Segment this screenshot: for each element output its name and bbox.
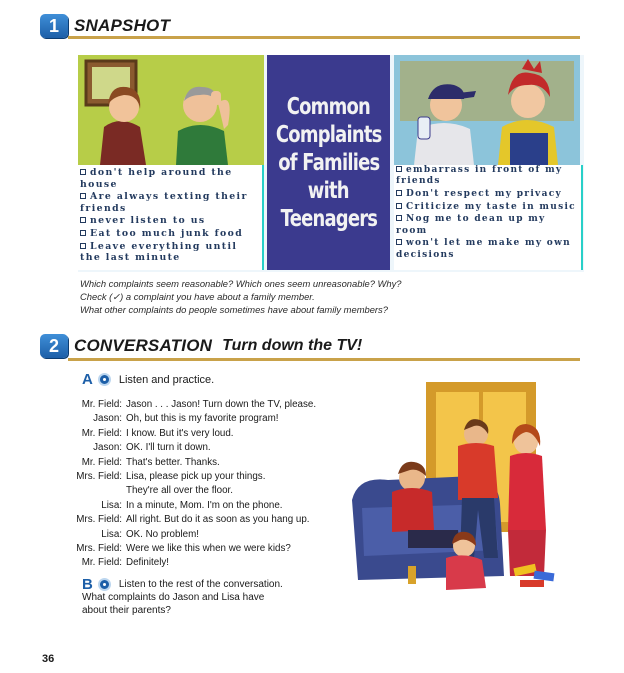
part-b-instruction: [82, 578, 342, 617]
complaint-item[interactable]: [80, 191, 258, 214]
part-letter: B: [82, 576, 93, 593]
checkbox-icon[interactable]: [396, 190, 402, 196]
parents-illustration: [78, 55, 264, 165]
speech: OK. No problem!: [126, 528, 199, 540]
speaker: Mrs. Field:: [76, 471, 122, 483]
speech: Were we like this when we were kids?: [126, 543, 291, 555]
section-divider: [68, 36, 580, 39]
section-number-badge: 1: [40, 14, 68, 38]
complaint-text: Criticize my taste in music: [406, 201, 576, 212]
panel-title-line: Teenagers: [280, 205, 377, 232]
speech: Jason . . . Jason! Turn down the TV, please.: [126, 399, 317, 410]
snapshot-panel: [78, 55, 584, 272]
complaint-text: never listen to us: [90, 215, 206, 227]
complaint-item[interactable]: [396, 238, 577, 261]
speech: Definitely!: [126, 557, 170, 569]
speaker: Mr. Field:: [81, 399, 122, 410]
checkbox-icon[interactable]: [80, 217, 86, 223]
complaint-text: Leave everything until the last minute: [80, 240, 238, 264]
snapshot-header: [40, 14, 170, 38]
question-line: Check (✓) a complaint you have about a family member.: [80, 291, 315, 302]
complaint-item[interactable]: [80, 215, 258, 227]
section-title: CONVERSATION: [74, 336, 213, 355]
dialogue-line: [60, 499, 360, 513]
speech: OK. I'll turn it down.: [126, 442, 211, 454]
speaker: Jason:: [93, 413, 122, 425]
section-number-badge: 2: [40, 334, 68, 358]
dialogue-line: [60, 513, 360, 527]
complaint-item[interactable]: [396, 202, 577, 213]
complaint-text: don't help around the house: [80, 167, 233, 190]
question-line: Which complaints seem reasonable? Which ones seem unreasonable? Why?: [80, 278, 402, 289]
panel-title-line: Complaints: [275, 121, 382, 148]
complaint-item[interactable]: [80, 167, 258, 190]
part-letter: A: [82, 371, 93, 388]
snapshot-questions: [80, 277, 540, 316]
speaker: Mr. Field:: [81, 557, 122, 569]
complaint-item[interactable]: [396, 165, 577, 188]
complaint-item[interactable]: [396, 214, 577, 237]
dialogue-line: [60, 484, 360, 498]
complaint-text: embarrass in front of my friends: [396, 165, 563, 187]
panel-title-line: Common: [286, 93, 371, 120]
instruction-text: Listen and practice.: [118, 373, 215, 386]
complaint-item[interactable]: [80, 241, 258, 264]
checkbox-icon[interactable]: [80, 230, 86, 236]
audio-cd-icon[interactable]: [98, 578, 111, 591]
complaint-text: Eat too much junk food: [90, 228, 244, 240]
speaker: Lisa:: [101, 499, 122, 511]
checkbox-icon[interactable]: [396, 203, 402, 209]
speech: They're all over the floor.: [126, 485, 233, 497]
speaker: Lisa:: [101, 528, 122, 540]
panel-title-line: with: [308, 177, 349, 204]
checkbox-icon[interactable]: [80, 243, 86, 249]
dialogue-line: [60, 456, 360, 470]
section-title: SNAPSHOT: [74, 16, 171, 35]
conversation-header: [40, 334, 362, 358]
speech: Lisa, please pick up your things.: [126, 471, 266, 483]
dialogue-line: [60, 427, 360, 441]
speaker: [60, 484, 126, 498]
family-tv-illustration: [348, 380, 578, 598]
speech: All right. But do it as soon as you hang up.: [126, 514, 310, 526]
complaint-text: won't let me make my own decisions: [396, 238, 571, 260]
question-line: What other complaints do people sometimes have about family members?: [80, 304, 388, 315]
part-a-instruction: [82, 371, 214, 388]
teenagers-illustration: [394, 55, 580, 165]
panel-title-line: of Families: [277, 149, 380, 176]
section-divider: [68, 358, 580, 361]
speaker: Mrs. Field:: [76, 514, 122, 526]
speech: Oh, but this is my favorite program!: [126, 413, 279, 425]
checkbox-icon[interactable]: [396, 215, 402, 221]
speech: I know. But it's very loud.: [126, 427, 234, 439]
audio-cd-icon[interactable]: [98, 373, 111, 386]
dialogue-line: [60, 542, 360, 556]
dialogue-line: [60, 412, 360, 426]
complaint-text: Are always texting their friends: [80, 191, 248, 214]
complaint-item[interactable]: [396, 189, 577, 200]
dialogue-line: [60, 528, 360, 542]
question-line: What complaints do Jason and Lisa have: [82, 592, 265, 603]
dialogue-line: [60, 398, 360, 412]
dialogue-line: [60, 556, 360, 570]
speaker: Jason:: [93, 442, 122, 454]
complaint-text: Nog me to dean up my room: [396, 214, 546, 236]
checkbox-icon[interactable]: [80, 193, 86, 199]
dialogue-line: [60, 441, 360, 455]
checkbox-icon[interactable]: [80, 169, 86, 175]
checkbox-icon[interactable]: [396, 166, 402, 172]
page-number: 36: [42, 653, 55, 665]
complaint-text: Don't respect my privacy: [406, 189, 563, 199]
speech: In a minute, Mom. I'm on the phone.: [126, 499, 283, 511]
question-line: about their parents?: [82, 605, 171, 616]
speech: That's better. Thanks.: [126, 456, 220, 468]
speaker: Mrs. Field:: [76, 543, 122, 555]
speaker: Mr. Field:: [81, 456, 122, 468]
parent-complaints-list: [78, 165, 264, 270]
dialogue: [60, 398, 360, 571]
teen-complaints-list: [394, 165, 583, 270]
checkbox-icon[interactable]: [396, 239, 402, 245]
complaint-item[interactable]: [80, 228, 258, 240]
dialogue-line: [60, 470, 360, 484]
speaker: Mr. Field:: [81, 427, 122, 439]
section-subtitle: Turn down the TV!: [222, 337, 363, 354]
snapshot-title-block: [267, 55, 390, 270]
instruction-text: Listen to the rest of the conversation.: [118, 579, 283, 590]
